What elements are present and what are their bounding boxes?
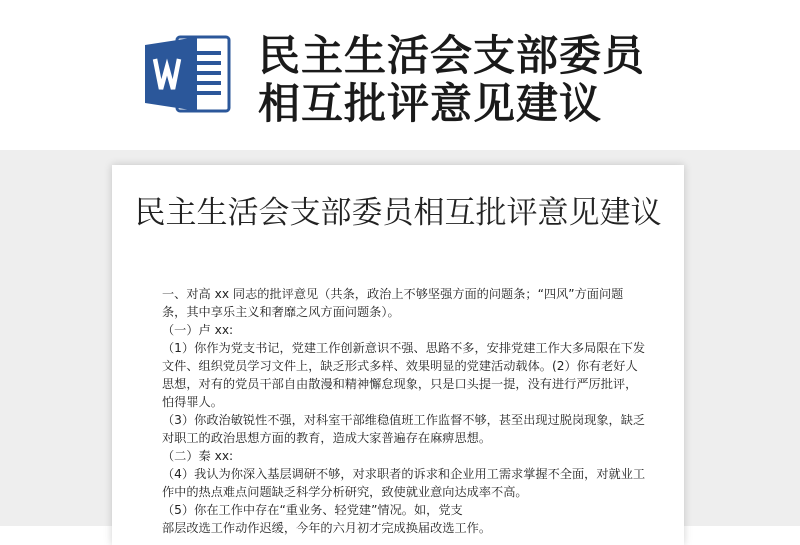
- paragraph: （一）卢 xx:: [162, 323, 234, 337]
- document-page: [112, 165, 684, 545]
- header-banner: [0, 0, 800, 150]
- word-document-icon: [143, 31, 233, 117]
- paragraph: （5）你在工作中存在“重业务、轻党建”情况。如，党支: [162, 503, 463, 517]
- paragraph: （4）我认为你深入基层调研不够，对求职者的诉求和企业用工需求掌握不全面，对就业工作中的热点难点问题缺乏科学分析研究，致使就业意向达成率不高。: [162, 467, 646, 499]
- paragraph: （3）你政治敏锐性不强，对科室干部维稳值班工作监督不够，甚至出现过脱岗现象，缺乏对职工的政治思想方面的教育，造成大家普遍存在麻痹思想。: [162, 413, 646, 445]
- paragraph: （二）秦 xx:: [162, 449, 234, 463]
- paragraph: 一、对高 xx 同志的批评意见（共条，政治上不够坚强方面的问题条；“四风”方面问题条，其中享乐主义和奢靡之风方面问题条）。: [162, 287, 624, 319]
- document-body: [162, 285, 646, 537]
- header-title: 民主生活会支部委员 相互批评意见建议: [258, 31, 646, 128]
- paragraph: 部层改选工作动作迟缓，今年的六月初才完成换届改选工作。: [162, 521, 492, 535]
- paragraph: （1）你作为党支书记，党建工作创新意识不强、思路不多，安排党建工作大多局限在下发文件、组织党员学习文件上，缺乏形式多样、效果明显的党建活动载体。(2）你有老好人思想，对有的党员干部自由散漫和精神懈怠现象，只是口头提一提，没有进行严厉批评，怕得罪人。: [162, 341, 646, 409]
- document-title: 民主生活会支部委员相互批评意见建议: [134, 195, 662, 231]
